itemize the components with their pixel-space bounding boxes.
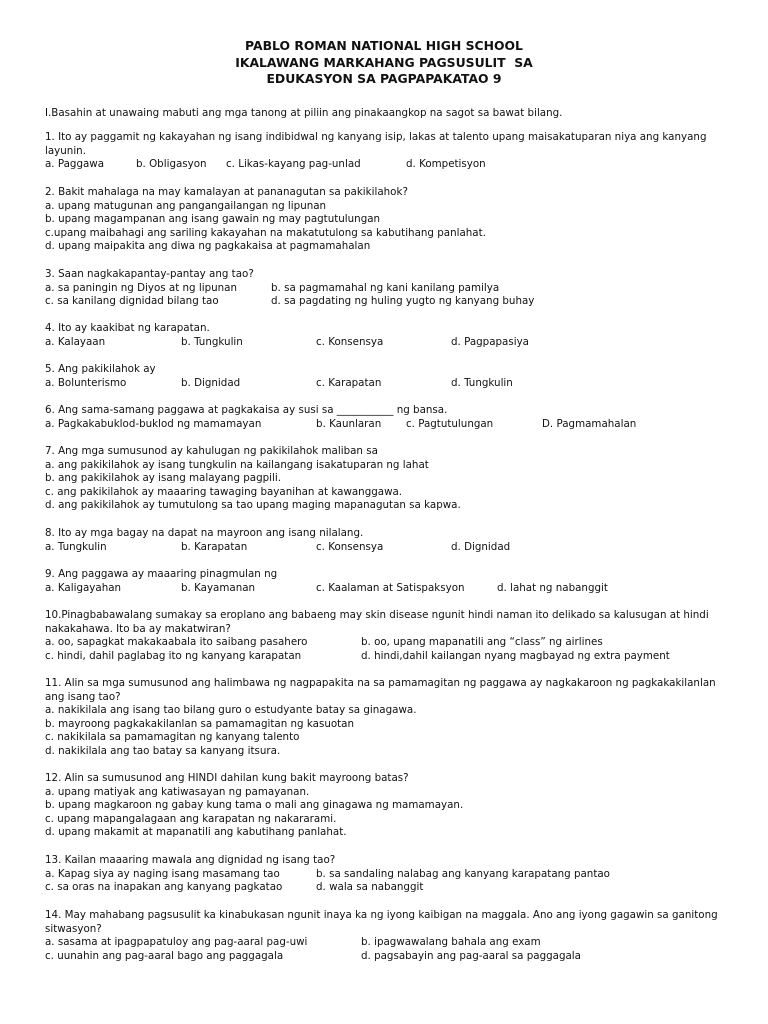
question-stem: 1. Ito ay paggamit ng kakayahan ng isang indibidwal ng kanyang isip, lakas at talento upang maisakatuparan niya ang kanyang layunin.	[45, 131, 707, 157]
option-d: d. ang pakikilahok ay tumutulong sa tao upang maging mapanagutan sa kapwa.	[45, 499, 461, 512]
option-b: b. Kaunlaran	[316, 417, 382, 430]
question-3	[45, 268, 725, 309]
option-c: c. Konsensya	[316, 540, 384, 553]
option-c: c. Karapatan	[316, 376, 382, 389]
option-b: b. ipagwawalang bahala ang exam	[361, 936, 541, 949]
option-b: b. ang pakikilahok ay isang malayang pagpili.	[45, 472, 282, 485]
option-d: d. Pagpapasiya	[451, 335, 529, 348]
question-stem: 8. Ito ay mga bagay na dapat na mayroon ang isang nilalang.	[45, 527, 364, 539]
option-row	[45, 650, 725, 664]
option-c: c. Konsensya	[316, 335, 384, 348]
question-stem: 10.Pinagbabawalang sumakay sa eroplano ang babaeng may skin disease ngunit hindi naman ito delikado sa kalusugan at hindi nakakahawa. Ito ba ay makatwiran?	[45, 609, 709, 635]
option-c: c. Likas-kayang pag-unlad	[226, 158, 361, 171]
school-name: PABLO ROMAN NATIONAL HIGH SCHOOL	[245, 38, 523, 53]
option-c: c.upang maibahagi ang sariling kakayahan na makatutulong sa kabutihang panlahat.	[45, 226, 486, 239]
instructions: I.Basahin at unawaing mabuti ang mga tanong at piliin ang pinakaangkop na sagot sa bawat bilang.	[45, 107, 563, 119]
option-a: a. upang matiyak ang katiwasayan ng pamayanan.	[45, 785, 310, 798]
option-c: c. uunahin ang pag-aaral bago ang paggagala	[45, 949, 284, 962]
option-b: b. mayroong pagkakakilanlan sa pamamagitan ng kasuotan	[45, 717, 355, 730]
option-row	[45, 950, 725, 964]
option-d: d. Kompetisyon	[406, 158, 486, 171]
option-c: c. Kaalaman at Satispaksyon	[316, 581, 465, 594]
question-stem: 11. Alin sa mga sumusunod ang halimbawa ng nagpapakita na sa pamamagitan ng paggawa ay nagkakaroon ng pagkakakilanlan ang isang tao?	[45, 677, 716, 703]
question-5	[45, 363, 725, 390]
option-a: a. ang pakikilahok ay isang tungkulin na kailangang isakatuparan ng lahat	[45, 458, 429, 471]
option-row	[45, 158, 725, 172]
option-b: b. sa pagmamahal ng kani kanilang pamilya	[271, 281, 500, 294]
question-stem: 14. May mahabang pagsusulit ka kinabukasan ngunit inaya ka ng iyong kaibigan na maggala. Ano ang iyong gagawin sa ganitong sitwasyon?	[45, 909, 718, 935]
option-a: a. upang matugunan ang pangangailangan ng lipunan	[45, 199, 327, 212]
option-c: c. upang mapangalagaan ang karapatan ng nakararami.	[45, 812, 337, 825]
question-stem: 5. Ang pakikilahok ay	[45, 363, 156, 375]
option-row	[45, 868, 725, 882]
question-13	[45, 854, 725, 895]
option-c: c. ang pakikilahok ay maaaring tawaging bayanihan at kawanggawa.	[45, 485, 403, 498]
option-row	[45, 541, 725, 555]
option-a: a. sasama at ipagpapatuloy ang pag-aaral pag-uwi	[45, 936, 308, 949]
option-b: b. upang magkaroon ng gabay kung tama o mali ang ginagawa ng mamamayan.	[45, 799, 464, 812]
option-a: a. Bolunterismo	[45, 376, 127, 389]
option-d: d. pagsabayin ang pag-aaral sa paggagala	[361, 949, 581, 962]
option-a: a. Pagkakabuklod-buklod ng mamamayan	[45, 417, 262, 430]
exam-header	[0, 38, 768, 88]
question-12	[45, 772, 725, 840]
option-a: a. Tungkulin	[45, 540, 107, 553]
question-stem: 12. Alin sa sumusunod ang HINDI dahilan kung bakit mayroong batas?	[45, 772, 409, 784]
option-c: c. Pagtutulungan	[406, 417, 494, 430]
option-c: c. sa oras na inapakan ang kanyang pagkatao	[45, 881, 283, 894]
option-d: D. Pagmamahalan	[542, 417, 637, 430]
option-row	[45, 936, 725, 950]
option-d: d. Dignidad	[451, 540, 511, 553]
question-stem: 2. Bakit mahalaga na may kamalayan at pananagutan sa pakikilahok?	[45, 186, 408, 198]
option-a: a. sa paningin ng Diyos at ng lipunan	[45, 281, 238, 294]
option-row	[45, 336, 725, 350]
option-b: b. upang magampanan ang isang gawain ng may pagtutulungan	[45, 213, 381, 226]
option-row	[45, 295, 725, 309]
option-b: b. Tungkulin	[181, 335, 243, 348]
subject-title: EDUKASYON SA PAGPAPAKATAO 9	[266, 71, 502, 86]
option-row	[45, 636, 725, 650]
question-8	[45, 527, 725, 554]
option-b: b. oo, upang mapanatili ang “class” ng airlines	[361, 636, 603, 649]
question-stem: 7. Ang mga sumusunod ay kahulugan ng pakikilahok maliban sa	[45, 445, 378, 457]
option-c: c. sa kanilang dignidad bilang tao	[45, 295, 219, 308]
option-d: d. nakikilala ang tao batay sa kanyang itsura.	[45, 744, 281, 757]
question-4	[45, 322, 725, 349]
question-stem: 3. Saan nagkakapantay-pantay ang tao?	[45, 268, 254, 280]
option-a: a. Kalayaan	[45, 335, 106, 348]
question-7	[45, 445, 725, 513]
option-b: b. Kayamanan	[181, 581, 256, 594]
question-stem: 4. Ito ay kaakibat ng karapatan.	[45, 322, 210, 334]
option-b: b. Obligasyon	[136, 158, 207, 171]
option-row	[45, 881, 725, 895]
question-stem: 13. Kailan maaaring mawala ang dignidad ng isang tao?	[45, 854, 336, 866]
option-a: a. nakikilala ang isang tao bilang guro o estudyante batay sa ginagawa.	[45, 704, 417, 717]
option-d: d. lahat ng nabanggit	[497, 581, 608, 594]
option-a: a. oo, sapagkat makakaabala ito saibang pasahero	[45, 636, 308, 649]
option-a: a. Kaligayahan	[45, 581, 122, 594]
option-b: b. sa sandaling nalabag ang kanyang karapatang pantao	[316, 867, 610, 880]
option-b: b. Dignidad	[181, 376, 241, 389]
question-9	[45, 568, 725, 595]
option-d: d. Tungkulin	[451, 376, 513, 389]
option-c: c. nakikilala sa pamamagitan ng kanyang talento	[45, 731, 300, 744]
option-row	[45, 282, 725, 296]
question-6	[45, 404, 725, 431]
option-row	[45, 582, 725, 596]
option-a: a. Kapag siya ay naging isang masamang tao	[45, 867, 280, 880]
option-c: c. hindi, dahil paglabag ito ng kanyang karapatan	[45, 649, 302, 662]
question-2	[45, 186, 725, 254]
option-b: b. Karapatan	[181, 540, 248, 553]
option-d: d. upang maipakita ang diwa ng pagkakaisa at pagmamahalan	[45, 240, 371, 253]
option-row	[45, 418, 725, 432]
option-a: a. Paggawa	[45, 158, 105, 171]
exam-title: IKALAWANG MARKAHANG PAGSUSULIT SA	[235, 54, 533, 70]
question-11	[45, 677, 725, 759]
option-d: d. wala sa nabanggit	[316, 881, 424, 894]
question-stem: 9. Ang paggawa ay maaaring pinagmulan ng	[45, 568, 278, 580]
question-14	[45, 909, 725, 963]
option-d: d. hindi,dahil kailangan nyang magbayad ng extra payment	[361, 649, 670, 662]
question-10	[45, 609, 725, 663]
option-row	[45, 377, 725, 391]
question-stem: 6. Ang sama-samang paggawa at pagkakaisa ay susi sa ___________ ng bansa.	[45, 404, 448, 416]
question-1	[45, 131, 725, 172]
option-d: d. sa pagdating ng huling yugto ng kanyang buhay	[271, 295, 535, 308]
option-d: d. upang makamit at mapanatili ang kabutihang panlahat.	[45, 826, 347, 839]
